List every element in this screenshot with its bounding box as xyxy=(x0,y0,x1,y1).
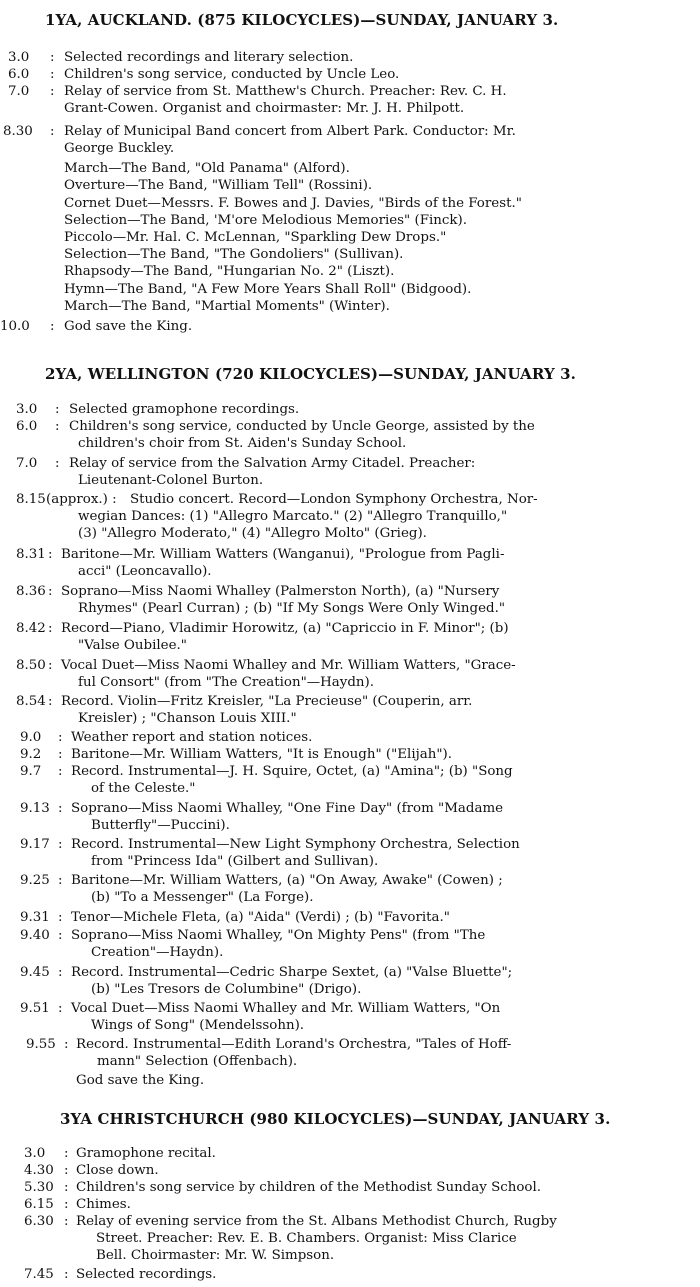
entry-time: 9.51 xyxy=(20,1001,50,1016)
entry-text: Relay of service from the Salvation Army Citadel. Preacher: xyxy=(69,456,476,471)
entry-separator: : xyxy=(58,764,63,779)
entry-separator: : xyxy=(58,928,63,943)
entry-separator: : xyxy=(64,1197,69,1212)
entry-text: Baritone—Mr. William Watters (Wanganui), "Prologue from Pagli- xyxy=(61,547,505,562)
entry-separator: : xyxy=(64,1267,69,1282)
entry-separator: : xyxy=(50,67,55,82)
entry-separator: : xyxy=(48,658,53,673)
entry-time: 8.42 xyxy=(16,621,46,636)
entry-time: 9.2 xyxy=(20,747,42,762)
entry-time: 8.15 xyxy=(16,492,46,507)
entry-text: Relay of evening service from the St. Albans Methodist Church, Rugby xyxy=(76,1214,557,1229)
closing-line: God save the King. xyxy=(76,1073,205,1088)
entry-time: 3.0 xyxy=(24,1146,46,1161)
entry-separator: : xyxy=(58,873,63,888)
entry-text: Record. Instrumental—J. H. Squire, Octet, (a) "Amina"; (b) "Song xyxy=(71,764,513,779)
entry-text: Kreisler) ; "Chanson Louis XIII." xyxy=(78,711,297,726)
entry-text: Lieutenant-Colonel Burton. xyxy=(78,473,264,488)
entry-separator: : xyxy=(64,1146,69,1161)
programme-item: March—The Band, "Old Panama" (Alford). xyxy=(64,161,350,176)
entry-text: Record. Instrumental—New Light Symphony Orchestra, Selection xyxy=(71,837,520,852)
entry-text: Children's song service by children of the Methodist Sunday School. xyxy=(76,1180,542,1195)
entry-separator: : xyxy=(58,837,63,852)
entry-separator: (approx.) : xyxy=(46,492,117,507)
entry-text: Soprano—Miss Naomi Whalley (Palmerston North), (a) "Nursery xyxy=(61,584,500,599)
entry-text: Children's song service, conducted by Uncle Leo. xyxy=(64,67,400,82)
entry-time: 9.17 xyxy=(20,837,50,852)
entry-separator: : xyxy=(55,419,60,434)
entry-text: Record. Instrumental—Cedric Sharpe Sextet, (a) "Valse Bluette"; xyxy=(71,965,513,980)
entry-text: (b) "Les Tresors de Columbine" (Drigo). xyxy=(91,982,362,997)
section-heading: 3YA CHRISTCHURCH (980 KILOCYCLES)—SUNDAY, JANUARY 3. xyxy=(60,1110,611,1128)
entry-text: Vocal Duet—Miss Naomi Whalley and Mr. William Watters, "On xyxy=(71,1001,501,1016)
programme-item: Piccolo—Mr. Hal. C. McLennan, "Sparkling Dew Drops." xyxy=(64,230,447,245)
entry-separator: : xyxy=(50,50,55,65)
entry-text: Studio concert. Record—London Symphony Orchestra, Nor- xyxy=(130,492,538,507)
programme-item: Selection—The Band, "The Gondoliers" (Sullivan). xyxy=(64,247,404,262)
entry-separator: : xyxy=(50,124,55,139)
section-heading: 1YA, AUCKLAND. (875 KILOCYCLES)—SUNDAY, JANUARY 3. xyxy=(45,11,559,29)
entry-text: Relay of Municipal Band concert from Albert Park. Conductor: Mr. xyxy=(64,124,516,139)
entry-text: George Buckley. xyxy=(64,141,175,156)
entry-separator: : xyxy=(58,801,63,816)
programme-item: March—The Band, "Martial Moments" (Winter). xyxy=(64,299,390,314)
entry-text: Selected recordings. xyxy=(76,1267,217,1282)
entry-text: children's choir from St. Aiden's Sunday School. xyxy=(78,436,407,451)
entry-separator: : xyxy=(64,1163,69,1178)
entry-separator: : xyxy=(64,1037,69,1052)
entry-separator: : xyxy=(58,965,63,980)
entry-text: Gramophone recital. xyxy=(76,1146,216,1161)
entry-text: Vocal Duet—Miss Naomi Whalley and Mr. William Watters, "Grace- xyxy=(61,658,516,673)
entry-time: 9.55 xyxy=(26,1037,56,1052)
entry-time: 9.45 xyxy=(20,965,50,980)
entry-time: 6.0 xyxy=(16,419,38,434)
programme-item: Rhapsody—The Band, "Hungarian No. 2" (Liszt). xyxy=(64,264,395,279)
entry-text: Bell. Choirmaster: Mr. W. Simpson. xyxy=(96,1248,335,1263)
entry-time: 6.30 xyxy=(24,1214,54,1229)
entry-time: 9.25 xyxy=(20,873,50,888)
entry-separator: : xyxy=(55,456,60,471)
entry-text: Street. Preacher: Rev. E. B. Chambers. Organist: Miss Clarice xyxy=(96,1231,517,1246)
entry-text: Tenor—Michele Fleta, (a) "Aida" (Verdi) ; (b) "Favorita." xyxy=(71,910,450,925)
entry-time: 5.30 xyxy=(24,1180,54,1195)
entry-text: Creation"—Haydn). xyxy=(91,945,224,960)
entry-text: acci" (Leoncavallo). xyxy=(78,564,212,579)
entry-separator: : xyxy=(64,1214,69,1229)
entry-text: God save the King. xyxy=(64,319,193,334)
entry-separator: : xyxy=(48,584,53,599)
entry-text: mann" Selection (Offenbach). xyxy=(97,1054,298,1069)
entry-text: Relay of service from St. Matthew's Church. Preacher: Rev. C. H. xyxy=(64,84,507,99)
entry-text: wegian Dances: (1) "Allegro Marcato." (2) "Allegro Tranquillo," xyxy=(78,509,508,524)
entry-separator: : xyxy=(48,621,53,636)
entry-time: 7.0 xyxy=(8,84,30,99)
entry-text: Close down. xyxy=(76,1163,159,1178)
entry-separator: : xyxy=(58,1001,63,1016)
entry-time: 9.0 xyxy=(20,730,42,745)
entry-separator: : xyxy=(58,910,63,925)
entry-separator: : xyxy=(50,319,55,334)
entry-time: 6.0 xyxy=(8,67,30,82)
entry-separator: : xyxy=(48,694,53,709)
entry-text: Baritone—Mr. William Watters, (a) "On Away, Awake" (Cowen) ; xyxy=(71,873,503,888)
entry-text: Record. Instrumental—Edith Lorand's Orchestra, "Tales of Hoff- xyxy=(76,1037,512,1052)
entry-text: Record. Violin—Fritz Kreisler, "La Precieuse" (Couperin, arr. xyxy=(61,694,473,709)
entry-time: 8.50 xyxy=(16,658,46,673)
entry-time: 9.13 xyxy=(20,801,50,816)
entry-text: Selected gramophone recordings. xyxy=(69,402,300,417)
entry-text: (b) "To a Messenger" (La Forge). xyxy=(91,890,314,905)
entry-text: Wings of Song" (Mendelssohn). xyxy=(91,1018,305,1033)
programme-item: Cornet Duet—Messrs. F. Bowes and J. Davies, "Birds of the Forest." xyxy=(64,196,522,211)
entry-time: 3.0 xyxy=(8,50,30,65)
entry-text: from "Princess Ida" (Gilbert and Sullivan). xyxy=(91,854,379,869)
entry-text: Baritone—Mr. William Watters, "It is Enough" ("Elijah"). xyxy=(71,747,453,762)
entry-text: Selected recordings and literary selection. xyxy=(64,50,354,65)
programme-item: Overture—The Band, "William Tell" (Rossini). xyxy=(64,178,373,193)
entry-time: 3.0 xyxy=(16,402,38,417)
entry-time: 6.15 xyxy=(24,1197,54,1212)
entry-time: 4.30 xyxy=(24,1163,54,1178)
entry-time: 8.31 xyxy=(16,547,46,562)
entry-text: (3) "Allegro Moderato," (4) "Allegro Molto" (Grieg). xyxy=(78,526,427,541)
entry-separator: : xyxy=(58,747,63,762)
entry-time: 9.40 xyxy=(20,928,50,943)
section-heading: 2YA, WELLINGTON (720 KILOCYCLES)—SUNDAY, JANUARY 3. xyxy=(45,365,577,383)
entry-separator: : xyxy=(58,730,63,745)
entry-time: 10.0 xyxy=(0,319,30,334)
entry-separator: : xyxy=(64,1180,69,1195)
entry-text: Soprano—Miss Naomi Whalley, "One Fine Day" (from "Madame xyxy=(71,801,504,816)
entry-time: 8.30 xyxy=(3,124,33,139)
entry-time: 8.36 xyxy=(16,584,46,599)
entry-text: Soprano—Miss Naomi Whalley, "On Mighty Pens" (from "The xyxy=(71,928,486,943)
entry-text: Children's song service, conducted by Uncle George, assisted by the xyxy=(69,419,535,434)
entry-separator: : xyxy=(55,402,60,417)
entry-text: of the Celeste." xyxy=(91,781,196,796)
entry-separator: : xyxy=(50,84,55,99)
entry-text: Butterfly"—Puccini). xyxy=(91,818,230,833)
entry-text: Rhymes" (Pearl Curran) ; (b) "If My Songs Were Only Winged." xyxy=(78,601,506,616)
entry-time: 7.45 xyxy=(24,1267,54,1282)
entry-separator: : xyxy=(48,547,53,562)
entry-time: 9.7 xyxy=(20,764,42,779)
programme-item: Selection—The Band, 'M'ore Melodious Memories" (Finck). xyxy=(64,213,467,228)
entry-text: Weather report and station notices. xyxy=(71,730,313,745)
entry-text: ful Consort" (from "The Creation"—Haydn). xyxy=(78,675,375,690)
programme-item: Hymn—The Band, "A Few More Years Shall Roll" (Bidgood). xyxy=(64,282,472,297)
entry-text: Grant-Cowen. Organist and choirmaster: Mr. J. H. Philpott. xyxy=(64,101,465,116)
entry-time: 7.0 xyxy=(16,456,38,471)
entry-text: "Valse Oubilee." xyxy=(78,638,187,653)
entry-time: 8.54 xyxy=(16,694,46,709)
entry-text: Record—Piano, Vladimir Horowitz, (a) "Capriccio in F. Minor"; (b) xyxy=(61,621,509,636)
entry-time: 9.31 xyxy=(20,910,50,925)
entry-text: Chimes. xyxy=(76,1197,131,1212)
